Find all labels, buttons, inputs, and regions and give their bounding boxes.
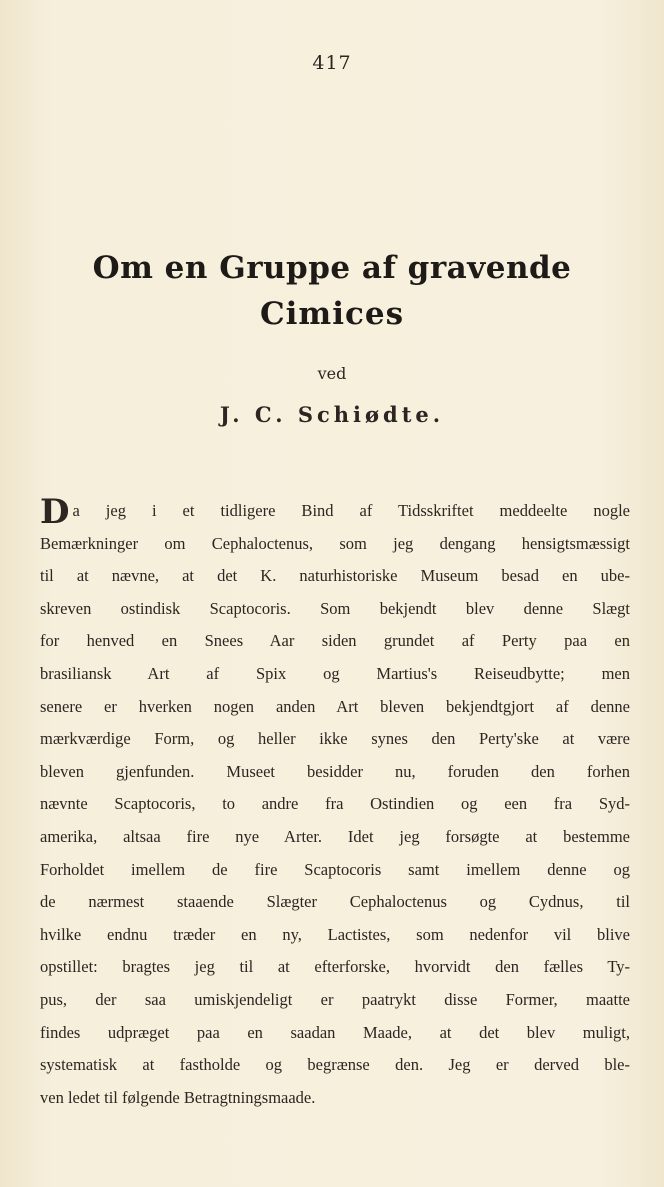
text-line: brasiliansk Art af Spix og Martius's Reiseudbytte; men <box>40 663 630 683</box>
page-number: 417 <box>312 52 352 74</box>
text-line: ven ledet til følgende Betragtningsmaade. <box>40 1087 316 1107</box>
text-line: findes udpræget paa en saadan Maade, at det blev muligt, <box>40 1022 630 1042</box>
text-line: opstillet: bragtes jeg til at efterforske, hvorvidt den fælles Ty- <box>40 957 630 977</box>
body-paragraph <box>40 492 630 1114</box>
article-title-line-2: Cimices <box>259 296 405 332</box>
byline: ved <box>317 364 347 383</box>
text-line: a jeg i et tidligere Bind af Tidsskriftet meddeelte nogle <box>72 501 630 520</box>
text-line: systematisk at fastholde og begrænse den. Jeg er derved ble- <box>40 1055 630 1075</box>
text-line: nævnte Scaptocoris, to andre fra Ostindien og een fra Syd- <box>40 794 630 814</box>
text-line: hvilke endnu træder en ny, Lactistes, som nedenfor vil blive <box>40 924 630 944</box>
text-line: til at nævne, at det K. naturhistoriske Museum besad en ube- <box>40 566 630 586</box>
text-line: pus, der saa umiskjendeligt er paatrykt disse Former, maatte <box>40 989 630 1009</box>
article-title-line-1: Om en Gruppe af gravende <box>92 250 572 286</box>
text-line: skreven ostindisk Scaptocoris. Som bekjendt blev denne Slægt <box>40 598 630 618</box>
text-line: bleven gjenfunden. Museet besidder nu, foruden den forhen <box>40 761 630 781</box>
text-line: for henved en Snees Aar siden grundet af Perty paa en <box>40 631 630 651</box>
text-line: senere er hverken nogen anden Art bleven bekjendtgjort af denne <box>40 696 630 716</box>
text-line: Bemærkninger om Cephaloctenus, som jeg dengang hensigtsmæssigt <box>40 533 630 553</box>
drop-cap: D <box>40 492 70 532</box>
text-line: Forholdet imellem de fire Scaptocoris samt imellem denne og <box>40 859 630 879</box>
text-line: amerika, altsaa fire nye Arter. Idet jeg forsøgte at bestemme <box>40 826 630 846</box>
text-line: mærkværdige Form, og heller ikke synes den Perty'ske at være <box>40 729 630 749</box>
author-name: J. C. Schiødte. <box>219 402 445 427</box>
text-line: de nærmest staaende Slægter Cephaloctenus og Cydnus, til <box>40 892 630 912</box>
